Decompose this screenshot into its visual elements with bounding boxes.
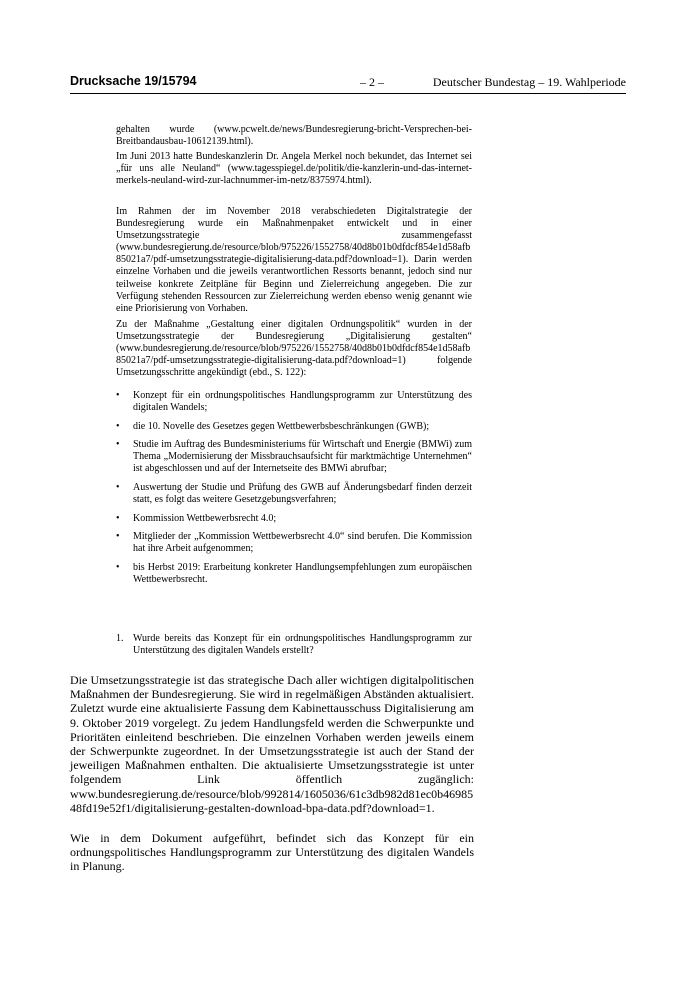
list-item xyxy=(116,562,472,586)
quote-paragraph-1 xyxy=(116,124,472,148)
answer-paragraph-2 xyxy=(70,831,474,874)
bullet-icon: • xyxy=(116,562,120,574)
list-item-text: Mitglieder der „Kommission Wettbewerbsrecht 4.0“ sind berufen. Die Kommission hat ihre Arbeit aufgenommen; xyxy=(133,531,472,555)
quote-text: Im Juni 2013 hatte Bundeskanzlerin Dr. Angela Merkel noch bekundet, das Internet sei „für uns alle Neuland“ (www.tagesspiegel.de/politik/die-kanzlerin-und-das-internet-merkels-neuland-wird-zur-lachnummer-im-netz/8375974.html). xyxy=(116,151,472,187)
bullet-icon: • xyxy=(116,390,120,401)
quote-text: gehalten wurde (www.pcwelt.de/news/Bundesregierung-bricht-Versprechen-bei-Breitbandausbau-10612139.html). xyxy=(116,124,472,148)
list-item xyxy=(116,439,472,475)
bullet-icon: • xyxy=(116,482,120,494)
page-number: – 2 – xyxy=(360,75,384,89)
document-number: Drucksache 19/15794 xyxy=(70,74,197,88)
question-1 xyxy=(116,633,472,657)
list-item-text: Kommission Wettbewerbsrecht 4.0; xyxy=(133,512,277,524)
list-item-text: bis Herbst 2019: Erarbeitung konkreter Handlungsempfehlungen zum europäischen Wettbewerbsrecht. xyxy=(133,562,472,586)
implementation-steps-list xyxy=(116,390,472,593)
answer-text: Wie in dem Dokument aufgeführt, befindet sich das Konzept für ein ordnungspolitisches Handlungsprogramm zur Unterstützung des digitalen Wandels in Planung. xyxy=(70,831,474,874)
quote-text: Zu der Maßnahme „Gestaltung einer digitalen Ordnungspolitik“ wurden in der Umsetzungsstrategie der Bundesregierung „Digitalisierung gestalten“ (www.bundesregierung.de/resource/blob/975226/1552758/40d8b01b0dfdcf854e1d58afb85021a7/pdf-umsetzungsstrategie-digitalisierung-data.pdf?download=1) folgende Umsetzungsschritte angekündigt (ebd., S. 122): xyxy=(116,319,472,379)
quote-text: Im Rahmen der im November 2018 verabschiedeten Digitalstrategie der Bundesregierung wurde ein Maßnahmenpaket entwickelt und in einer Umsetzungsstrategie zusammengefasst (www.bundesregierung.de/resource/blob/975226/1552758/40d8b01b0dfdcf854e1d58afb85021a7/pdf-umsetzungsstrategie-digitalisierung-data.pdf?download=1). Darin werden einzelne Vorhaben und die jeweils verantwortlichen Ressorts benannt, jedoch sind nur teilweise konkrete Zeitpläne für Beginn und Zielerreichung angegeben. Die zur Verfügung stehenden Ressourcen zur Zielerreichung werden ebenso wenig genannt wie eine Priorisierung von Vorhaben. xyxy=(116,206,472,314)
list-item-text: Studie im Auftrag des Bundesministeriums für Wirtschaft und Energie (BMWi) zum Thema „Modernisierung der Missbrauchsaufsicht für marktmächtige Unternehmen“ ist abgeschlossen und auf der Internetseite des BMWi abrufbar; xyxy=(133,439,472,475)
list-item xyxy=(116,531,472,555)
list-item-text: Konzept für ein ordnungspolitisches Handlungsprogramm zur Unterstützung des digitalen Wandels; xyxy=(133,390,472,414)
quote-paragraph-4 xyxy=(116,319,472,379)
bullet-icon: • xyxy=(116,531,120,543)
list-item-text: Auswertung der Studie und Prüfung des GWB auf Änderungsbedarf finden derzeit statt, es folgt das weitere Gesetzgebungsverfahren; xyxy=(133,482,472,506)
question-text: Wurde bereits das Konzept für ein ordnungspolitisches Handlungsprogramm zur Unterstützung des digitalen Wandels erstellt? xyxy=(133,633,472,657)
list-item-text: die 10. Novelle des Gesetzes gegen Wettbewerbsbeschränkungen (GWB); xyxy=(133,420,430,432)
bullet-icon: • xyxy=(116,439,120,451)
header-rule xyxy=(70,93,626,94)
answer-text: Die Umsetzungsstrategie ist das strategische Dach aller wichtigen digitalpolitischen Maßnahmen der Bundesregierung. Sie wird in regelmäßigen Abständen aktualisiert. Zuletzt wurde eine aktualisierte Fassung dem Kabinettausschuss Digitalisierung am 9. Oktober 2019 vorgelegt. Zu jedem Handlungsfeld werden die Schwerpunkte und Prioritäten einleitend beschrieben. Die einzelnen Vorhaben werden jeweils einem der Schwerpunkte zugeordnet. In der Umsetzungsstrategie ist auch der Stand der jeweiligen Maßnahmen enthalten. Die aktualisierte Umsetzungsstrategie ist unter folgendem Link öffentlich zugänglich: www.bundesregierung.de/resource/blob/992814/1605036/61c3db982d81ec0b4698548fd19e52f1/digitalisierung-gestalten-download-bpa-data.pdf?download=1. xyxy=(70,673,474,815)
bullet-icon: • xyxy=(116,420,120,432)
quote-paragraph-2 xyxy=(116,151,472,187)
list-item xyxy=(116,421,472,433)
quote-paragraph-3 xyxy=(116,206,472,315)
list-item xyxy=(116,390,472,414)
page-header xyxy=(70,74,626,92)
bullet-icon: • xyxy=(116,512,120,524)
list-item xyxy=(116,513,472,525)
list-item xyxy=(116,482,472,506)
parliament-session: Deutscher Bundestag – 19. Wahlperiode xyxy=(432,75,626,89)
answer-paragraph-1 xyxy=(70,673,474,815)
question-number: 1. xyxy=(116,633,124,644)
